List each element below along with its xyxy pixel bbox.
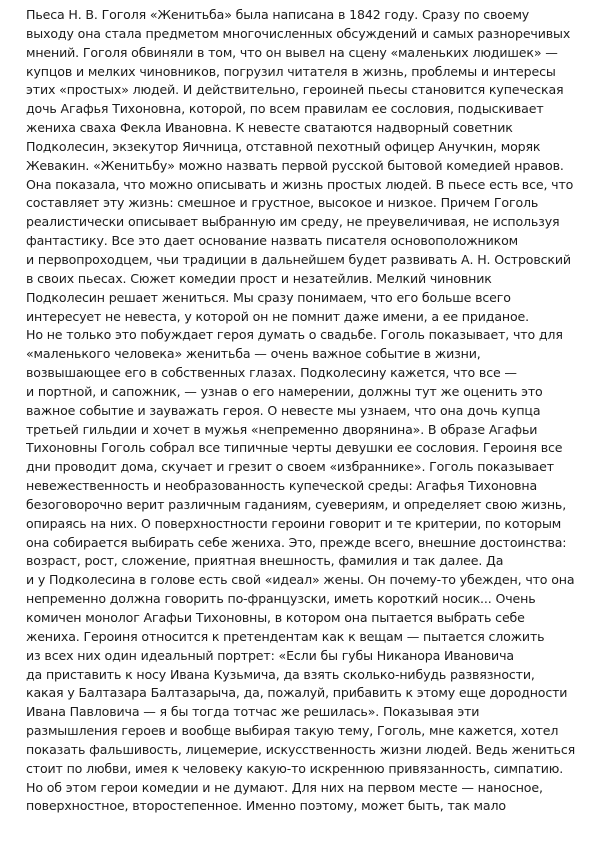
essay-text (26, 6, 586, 816)
text-line: невежественность и необразованность купеческой среды: Агафья Тихоновна (26, 478, 538, 494)
text-line: и у Подколесина в голове есть свой «идеал» жены. Он почему-то убежден, что она (26, 572, 575, 588)
text-line: жениха сваха Фекла Ивановна. К невесте сватаются надворный советник (26, 120, 513, 136)
text-line: поверхностное, второстепенное. Именно поэтому, может быть, так мало (26, 798, 506, 814)
text-line: показать фальшивость, лицемерие, искусственность жизни людей. Ведь жениться (26, 741, 576, 757)
text-line: и первопроходцем, чьи традиции в дальнейшем будет развивать А. Н. Островский (26, 251, 571, 267)
text-line: Но об этом герои комедии и не думают. Для них на первом месте — наносное, (26, 779, 543, 795)
text-line: из всех них один идеальный портрет: «Если бы губы Никанора Ивановича (26, 647, 514, 663)
text-line: опираясь на них. О поверхностности героини говорит и те критерии, по которым (26, 515, 562, 531)
text-line: Но не только это побуждает героя думать о свадьбе. Гоголь показывает, что для (26, 327, 563, 343)
text-line: Тихоновны Гоголь собрал все типичные черты девушки ее сословия. Героиня все (26, 440, 563, 456)
text-line: Ивана Павловича — я бы тогда тотчас же решилась». Показывая эти (26, 704, 480, 720)
text-line: «маленького человека» женитьба — очень важное событие в жизни, (26, 346, 481, 362)
text-line: непременно должна говорить по-французски, иметь короткий носик... Очень (26, 591, 536, 607)
text-line: жениха. Героиня относится к претендентам как к вещам — пытается сложить (26, 628, 545, 644)
text-line: и портной, и сапожник, — узнав о его намерении, должны тут же оценить это (26, 383, 543, 399)
text-line: фантастику. Все это дает основание назвать писателя основоположником (26, 233, 519, 249)
text-line: размышления героев и вообще выбирая такую тему, Гоголь, мне кажется, хотел (26, 723, 559, 739)
text-line: важное событие и зауважать героя. О невесте мы узнаем, что она дочь купца (26, 402, 541, 418)
text-line: безоговорочно верит различным гаданиям, суевериям, и определяет свою жизнь, (26, 496, 567, 512)
text-line: купцов и мелких чиновников, погрузил читателя в жизнь, проблемы и интересы (26, 63, 556, 79)
text-line: Пьеса Н. В. Гоголя «Женитьба» была написана в 1842 году. Сразу по своему (26, 7, 530, 22)
text-line: реалистически описывает выбранную им среду, не преувеличивая, не используя (26, 214, 560, 230)
text-line: да приставить к носу Ивана Кузьмича, да взять сколько-нибудь развязности, (26, 666, 535, 682)
text-line: комичен монолог Агафьи Тихоновны, в котором она пытается выбрать себе (26, 610, 525, 625)
text-line: этих «простых» людей. И действительно, героиней пьесы становится купеческая (26, 82, 564, 98)
text-line: в своих пьесах. Сюжет комедии прост и незатейлив. Мелкий чиновник (26, 270, 492, 286)
text-line: возвышающее его в собственных глазах. Подколесину кажется, что все — (26, 365, 517, 381)
text-line: дни проводит дома, скучает и грезит о своем «избраннике». Гоголь показывает (26, 459, 554, 475)
text-line: Жевакин. «Женитьбу» можно назвать первой русской бытовой комедией нравов. (26, 157, 564, 173)
text-line: составляет эту жизнь: смешное и грустное, высокое и низкое. Причем Гоголь (26, 195, 539, 211)
text-line: Подколесин, экзекутор Яичница, отставной пехотный офицер Анучкин, моряк (26, 138, 541, 154)
text-line: выходу она стала предметом многочисленных обсуждений и самых разноречивых (26, 25, 571, 41)
text-line: какая у Балтазара Балтазарыча, да, пожалуй, прибавить к этому еще дородности (26, 685, 568, 701)
text-line: Она показала, что можно описывать и жизнь простых людей. В пьесе есть все, что (26, 176, 574, 192)
text-line: третьей гильдии и хочет в мужья «непременно дворянина». В образе Агафьи (26, 421, 538, 437)
text-line: интересует не невеста, у которой он не помнит даже имени, а ее приданое. (26, 308, 529, 324)
text-line: она собирается выбирать себе жениха. Это, прежде всего, внешние достоинства: (26, 534, 567, 550)
text-line: Подколесин решает жениться. Мы сразу понимаем, что его больше всего (26, 289, 511, 305)
text-line: стоит по любви, имея к человеку какую-то искреннюю привязанность, симпатию. (26, 760, 564, 776)
text-line: возраст, рост, сложение, приятная внешность, фамилия и так далее. Да (26, 553, 504, 569)
text-line: мнений. Гоголя обвиняли в том, что он вывел на сцену «маленьких людишек» — (26, 44, 558, 60)
text-line: дочь Агафья Тихоновна, которой, по всем правилам ее сословия, подыскивает (26, 101, 544, 117)
